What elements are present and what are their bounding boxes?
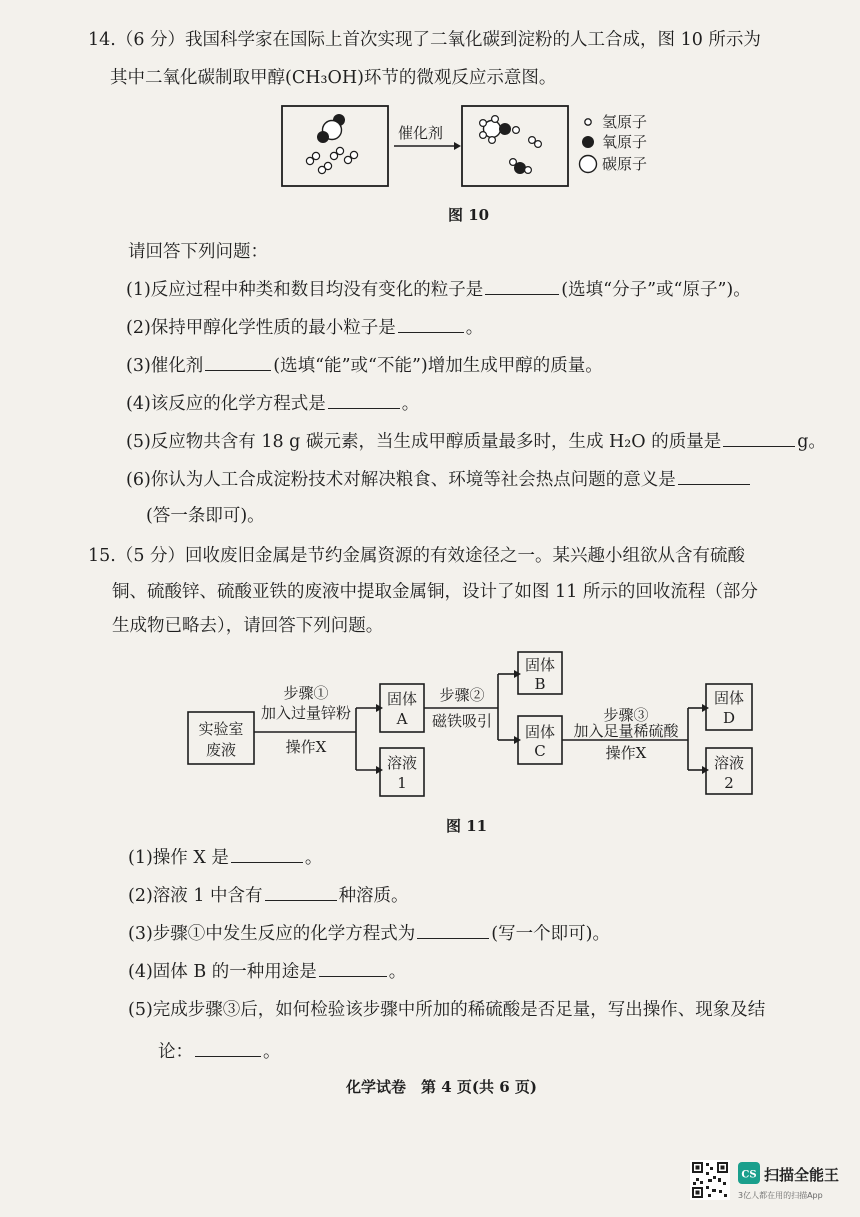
qr-code-icon: [690, 1160, 730, 1200]
solid-d-line1: 固体: [713, 689, 745, 707]
q15-item2: (2)溶液 1 中含有 种溶质。: [128, 886, 409, 906]
q14-item3: (3)催化剂 (选填“能”或“不能”)增加生成甲醇的质量。: [126, 356, 603, 376]
scanner-app-name: 扫描全能王: [764, 1166, 840, 1184]
figure-10-caption: 图 10: [448, 206, 490, 224]
solid-a-line1: 固体: [386, 690, 418, 708]
page-footer: 化学试卷 第 4 页(共 6 页): [346, 1078, 537, 1096]
figure-11-caption: 图 11: [446, 817, 488, 835]
catalyst-label: 催化剂: [398, 124, 444, 142]
waste-liquid-line1: 实验室: [198, 720, 244, 738]
solid-c-line2: C: [534, 742, 546, 760]
answer-blank-14-5[interactable]: [723, 430, 795, 447]
camscanner-badge-text: CS: [741, 1169, 757, 1181]
q15-item4: (4)固体 B 的一种用途是 。: [128, 962, 407, 982]
step3-reagent: 加入足量稀硫酸: [573, 722, 679, 740]
answer-blank-15-5[interactable]: [195, 1040, 261, 1057]
step1-operation: 操作X: [285, 738, 327, 756]
figure-10-reaction-diagram: [270, 100, 690, 192]
q14-stem-line2: 其中二氧化碳制取甲醇(CH₃OH)环节的微观反应示意图。: [110, 68, 557, 88]
solution-1-line2: 1: [397, 774, 407, 792]
solution-2-line1: 溶液: [713, 754, 745, 772]
answer-blank-15-2[interactable]: [265, 884, 337, 901]
q14-item6-cont: (答一条即可)。: [146, 506, 265, 526]
solid-d-line2: D: [722, 709, 736, 727]
answer-blank-14-1[interactable]: [485, 278, 559, 295]
hydrogen-legend-icon: [585, 119, 591, 125]
answer-blank-15-1[interactable]: [231, 846, 303, 863]
step1-reagent: 加入过量锌粉: [260, 704, 352, 722]
waste-liquid-line2: 废液: [205, 741, 237, 759]
product-box: [462, 106, 568, 186]
q14-item2: (2)保持甲醇化学性质的最小粒子是 。: [126, 318, 484, 338]
answer-blank-14-4[interactable]: [328, 392, 400, 409]
figure-11-flow-diagram: [180, 650, 770, 800]
co2-oxygen-bottom: [317, 131, 329, 143]
q15-stem-line1: 15.（5 分）回收废旧金属是节约金属资源的有效途径之一。某兴趣小组欲从含有硫酸: [88, 546, 746, 566]
answer-blank-15-3[interactable]: [417, 922, 489, 939]
q14-item4: (4)该反应的化学方程式是 。: [126, 394, 420, 414]
solid-b-line2: B: [534, 675, 546, 693]
solid-c-line1: 固体: [524, 723, 556, 741]
q15-stem-line2: 铜、硫酸锌、硫酸亚铁的废液中提取金属铜，设计了如图 11 所示的回收流程（部分: [112, 582, 758, 602]
answer-blank-14-2[interactable]: [398, 316, 464, 333]
solution-2-line2: 2: [724, 774, 734, 792]
q15-stem-line3: 生成物已略去），请回答下列问题。: [112, 616, 384, 636]
solid-b-line1: 固体: [524, 656, 556, 674]
q14-item1: (1)反应过程中种类和数目均没有变化的粒子是 (选填“分子”或“原子”)。: [126, 280, 751, 300]
q14-stem-line1: 14.（6 分）我国科学家在国际上首次实现了二氧化碳到淀粉的人工合成，图 10 所示为: [88, 30, 761, 50]
solution-1-line1: 溶液: [386, 754, 418, 772]
step2-method: 磁铁吸引: [431, 712, 493, 730]
oxygen-legend-icon: [582, 136, 594, 148]
legend-carbon: 碳原子: [602, 155, 648, 173]
q14-prompt: 请回答下列问题：: [128, 242, 268, 262]
q14-item6: (6)你认为人工合成淀粉技术对解决粮食、环境等社会热点问题的意义是: [126, 468, 752, 492]
q15-item5: (5)完成步骤③后，如何检验该步骤中所加的稀硫酸是否足量，写出操作、现象及结: [128, 1000, 766, 1020]
scanner-tagline: 3亿人都在用的扫描App: [738, 1191, 823, 1200]
step2-title: 步骤②: [439, 686, 485, 704]
q15-item1: (1)操作 X 是 。: [128, 848, 323, 868]
step3-title: 步骤③: [603, 706, 649, 724]
methanol-oxygen: [499, 123, 511, 135]
camscanner-logo-icon: [738, 1162, 760, 1184]
q14-item5: (5)反应物共含有 18 g 碳元素，当生成甲醇质量最多时，生成 H₂O 的质量是 g。: [126, 432, 826, 452]
answer-blank-14-6[interactable]: [678, 468, 750, 485]
answer-blank-15-4[interactable]: [319, 960, 387, 977]
h2-molecules: [306, 147, 357, 173]
legend-oxygen: 氧原子: [602, 133, 648, 151]
q15-item3: (3)步骤①中发生反应的化学方程式为 (写一个即可)。: [128, 924, 610, 944]
legend-hydrogen: 氢原子: [602, 113, 648, 131]
answer-blank-14-3[interactable]: [205, 354, 271, 371]
step1-title: 步骤①: [283, 684, 329, 702]
solid-a-line2: A: [396, 710, 408, 728]
carbon-legend-icon: [580, 156, 597, 173]
step3-operation: 操作X: [605, 744, 647, 762]
q15-item5-cont: 论： 。: [158, 1042, 281, 1062]
